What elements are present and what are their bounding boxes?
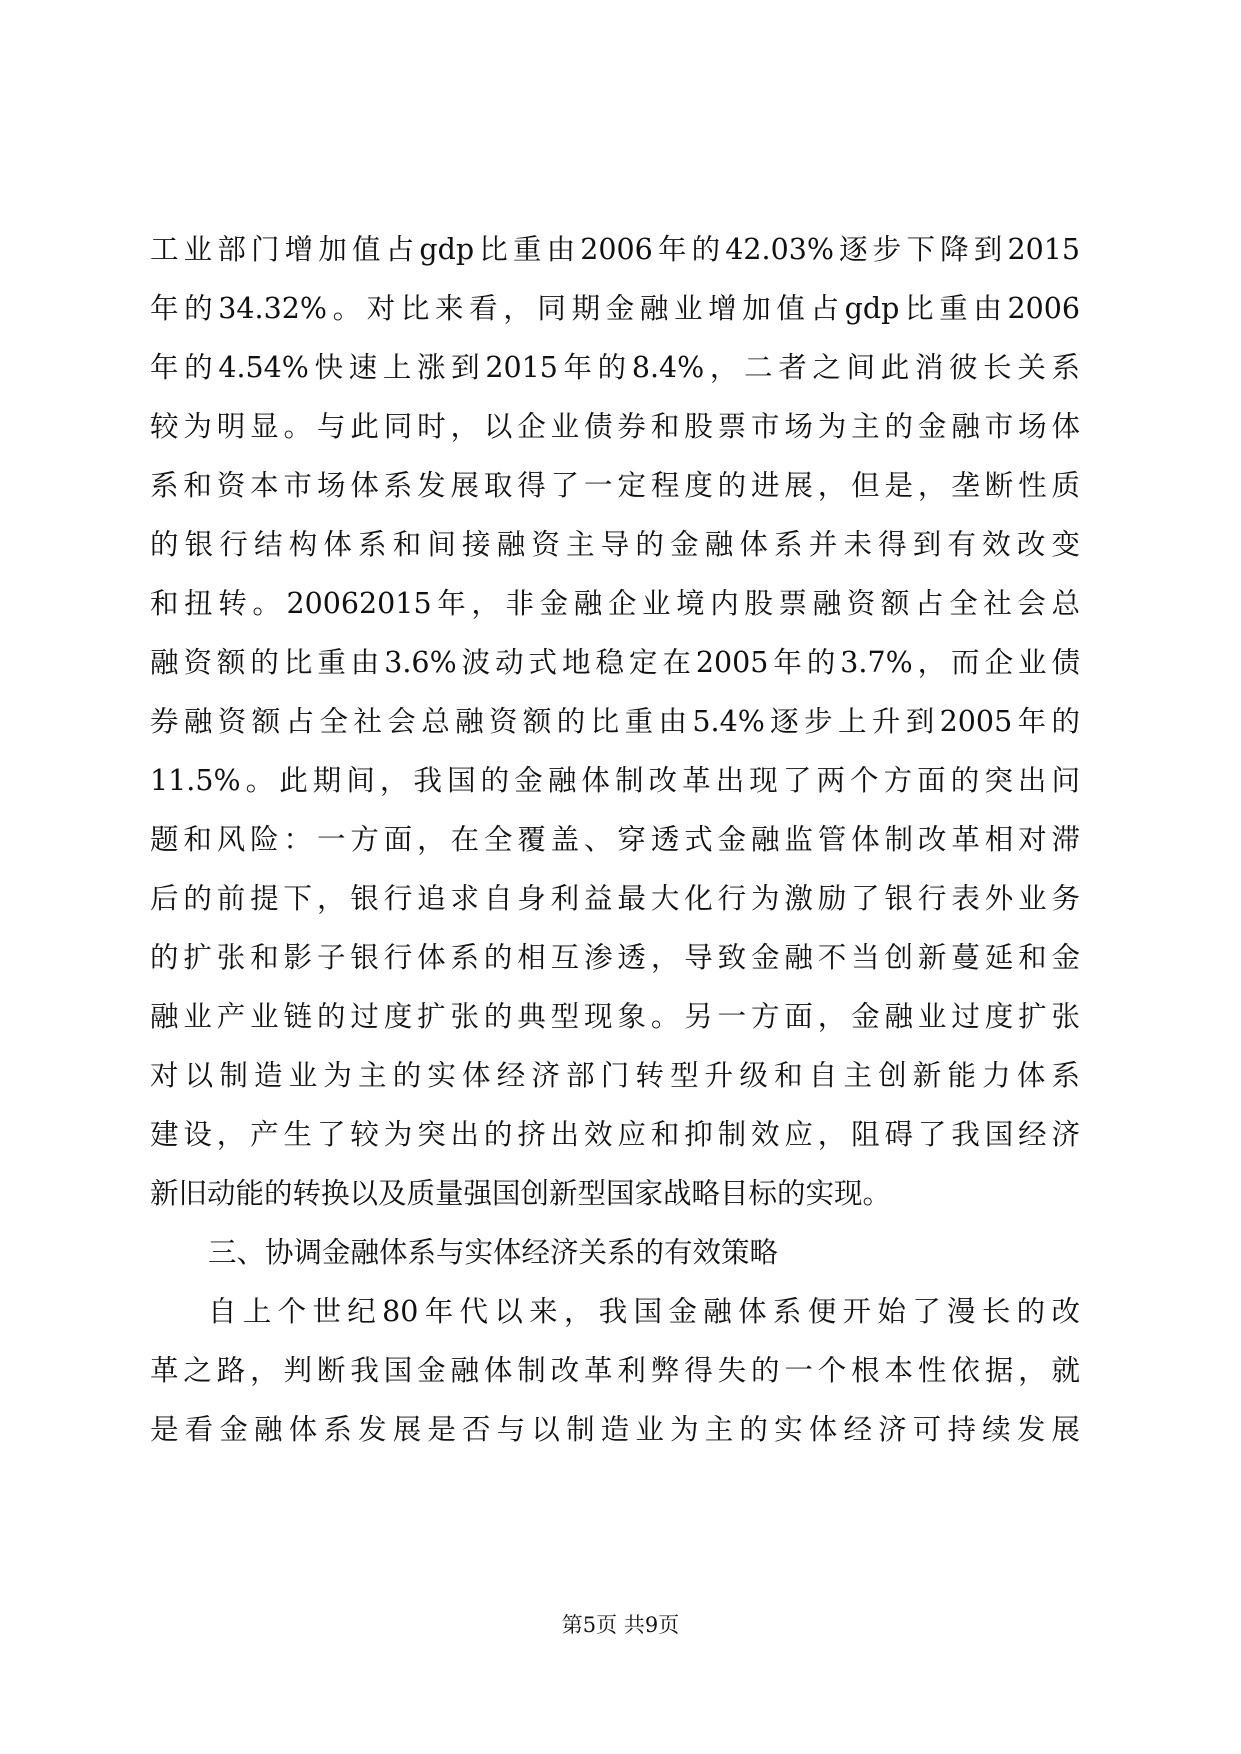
text-line: 是看金融体系发展是否与以制造业为主的实体经济可持续发展	[150, 1413, 1080, 1446]
text-line: 革之路，判断我国金融体制改革利弊得失的一个根本性依据，就	[150, 1354, 1080, 1387]
text-line: 年的4.54%快速上涨到2015年的8.4%，二者之间此消彼长关系	[150, 351, 1080, 384]
text-line: 对以制造业为主的实体经济部门转型升级和自主创新能力体系	[150, 1059, 1080, 1092]
text-line: 融资额的比重由3.6%波动式地稳定在2005年的3.7%，而企业债	[150, 646, 1080, 679]
text-line: 工业部门增加值占gdp比重由2006年的42.03%逐步下降到2015	[150, 233, 1080, 266]
text-line: 的扩张和影子银行体系的相互渗透，导致金融不当创新蔓延和金	[150, 941, 1080, 974]
text-line: 年的34.32%。对比来看，同期金融业增加值占gdp比重由2006	[150, 292, 1080, 325]
text-line: 的银行结构体系和间接融资主导的金融体系并未得到有效改变	[150, 528, 1080, 561]
text-line: 题和风险：一方面，在全覆盖、穿透式金融监管体制改革相对滞	[150, 823, 1080, 856]
text-line: 自上个世纪80年代以来，我国金融体系便开始了漫长的改	[208, 1295, 1080, 1328]
section-heading: 三、协调金融体系与实体经济关系的有效策略	[208, 1236, 779, 1269]
text-line: 建设，产生了较为突出的挤出效应和抑制效应，阻碍了我国经济	[150, 1118, 1080, 1151]
text-line: 融业产业链的过度扩张的典型现象。另一方面，金融业过度扩张	[150, 1000, 1080, 1033]
text-line: 券融资额占全社会总融资额的比重由5.4%逐步上升到2005年的	[150, 705, 1080, 738]
text-line: 较为明显。与此同时，以企业债券和股票市场为主的金融市场体	[150, 410, 1080, 443]
text-line: 和扭转。20062015年，非金融企业境内股票融资额占全社会总	[150, 587, 1080, 620]
text-line: 系和资本市场体系发展取得了一定程度的进展，但是，垄断性质	[150, 469, 1080, 502]
page-footer: 第5页 共9页	[561, 1613, 680, 1637]
text-line: 11.5%。此期间，我国的金融体制改革出现了两个方面的突出问	[150, 764, 1080, 797]
text-line: 后的前提下，银行追求自身利益最大化行为激励了银行表外业务	[150, 882, 1080, 915]
text-line: 新旧动能的转换以及质量强国创新型国家战略目标的实现。	[150, 1177, 892, 1210]
document-body	[150, 220, 1080, 1459]
